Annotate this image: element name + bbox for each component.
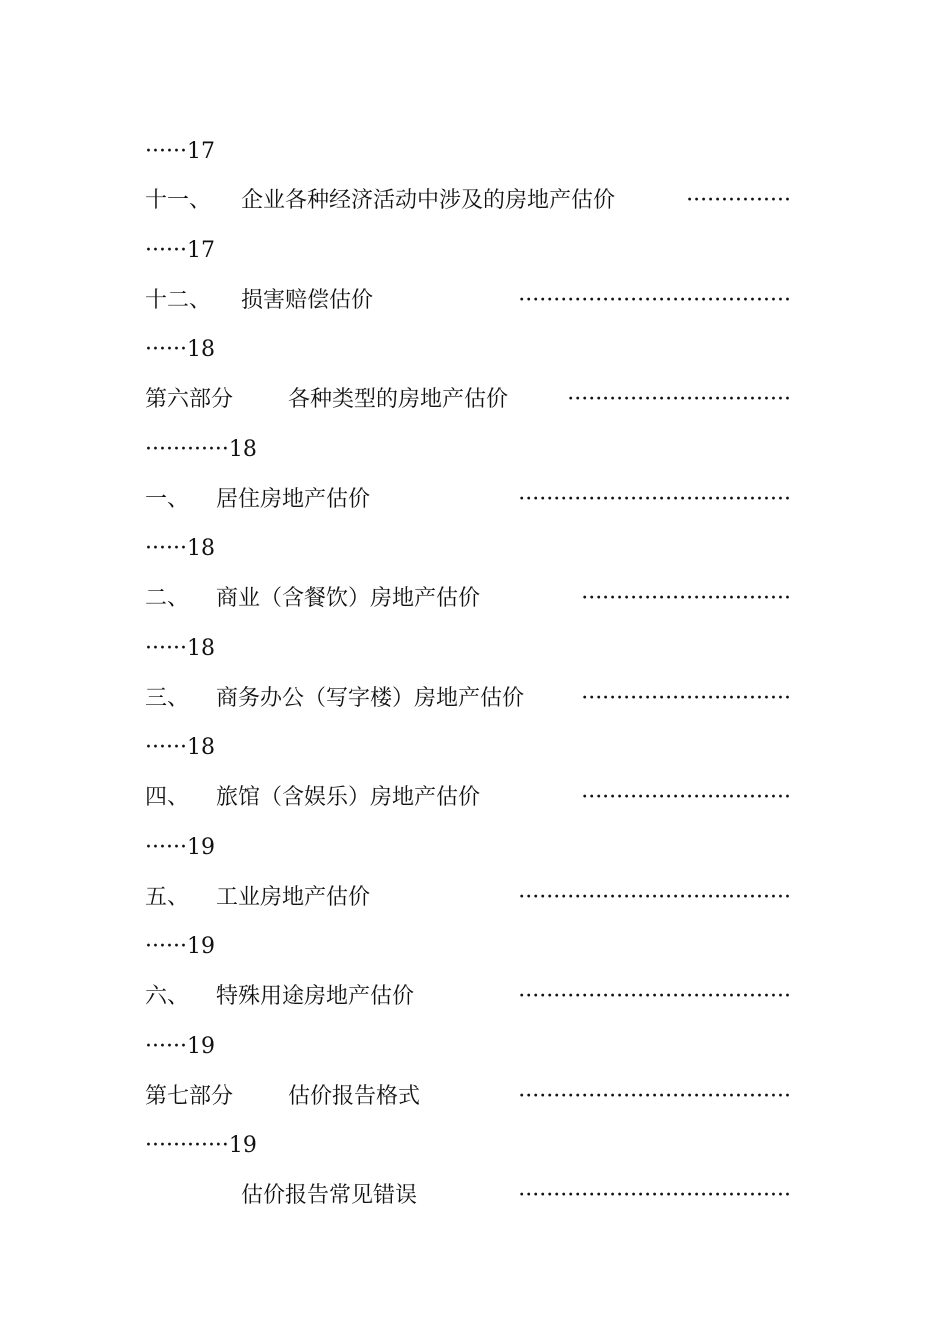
toc-leader-dots: ··············· [686,188,791,213]
toc-page-number: ······17 [145,238,215,263]
toc-entry [145,186,791,216]
toc-continuation [145,634,791,664]
toc-page-number: ······18 [145,337,215,362]
toc-page-number: ······19 [145,934,215,959]
toc-entry-number: 三、 [145,686,190,711]
toc-entry-number: 六、 [145,984,190,1009]
toc-leader-dots: ······································· [518,487,791,512]
toc-continuation [145,1131,791,1161]
toc-page-number: ······18 [145,636,215,661]
toc-entry-title: 商务办公（写字楼）房地产估价 [216,686,525,711]
toc-page-number: ······18 [145,735,215,760]
toc-entry [145,286,791,316]
toc-entry-number: 十二、 [145,288,212,313]
toc-entry-number: 十一、 [145,188,212,213]
toc-entry [145,684,791,714]
toc-entry-number: 四、 [145,785,190,810]
toc-page-number: ······19 [145,835,215,860]
toc-continuation [145,534,791,564]
toc-leader-dots: ······································· [518,1183,791,1208]
toc-continuation [145,236,791,266]
toc-entry-title: 工业房地产估价 [216,885,371,910]
toc-entry [145,485,791,515]
toc-entry-title: 居住房地产估价 [216,487,371,512]
toc-continuation [145,833,791,863]
toc-leader-dots: ······································· [518,1084,791,1109]
toc-entry-title: 商业（含餐饮）房地产估价 [216,586,481,611]
toc-leader-dots: ······································· [518,984,791,1009]
toc-leader-dots: ······································· [518,288,791,313]
toc-entry-title: 损害赔偿估价 [241,288,374,313]
toc-continuation [145,932,791,962]
toc-leader-dots: ······························ [581,785,791,810]
toc-leader-dots: ······························ [581,586,791,611]
toc-entry-title: 估价报告格式 [288,1084,421,1109]
toc-entry-number: 第六部分 [145,387,234,412]
toc-entry-number: 五、 [145,885,190,910]
toc-entry [145,783,791,813]
toc-leader-dots: ······································· [518,885,791,910]
toc-continuation [145,733,791,763]
toc-entry [145,982,791,1012]
toc-entry [145,1082,791,1112]
toc-continuation [145,1032,791,1062]
toc-entry-title: 企业各种经济活动中涉及的房地产估价 [241,188,616,213]
toc-leader-dots: ································ [567,387,791,412]
toc-page-number: ······17 [145,139,215,164]
toc-continuation [145,435,791,465]
toc-entry-title: 特殊用途房地产估价 [216,984,415,1009]
toc-leader-dots: ······························ [581,686,791,711]
toc-entry [145,883,791,913]
toc-entry-number: 一、 [145,487,190,512]
toc-entry-title: 旅馆（含娱乐）房地产估价 [216,785,481,810]
toc-entry-title: 估价报告常见错误 [241,1183,418,1208]
toc-entry [145,1181,791,1211]
toc-entry [145,385,791,415]
toc-entry-number: 第七部分 [145,1084,234,1109]
toc-entry-number: 二、 [145,586,190,611]
toc-entry-title: 各种类型的房地产估价 [288,387,509,412]
toc-continuation [145,137,791,167]
toc-continuation [145,335,791,365]
toc-page-number: ············18 [145,437,257,462]
toc-entry [145,584,791,614]
toc-page-number: ······18 [145,536,215,561]
toc-page-number: ······19 [145,1034,215,1059]
toc-page-number: ············19 [145,1133,257,1158]
